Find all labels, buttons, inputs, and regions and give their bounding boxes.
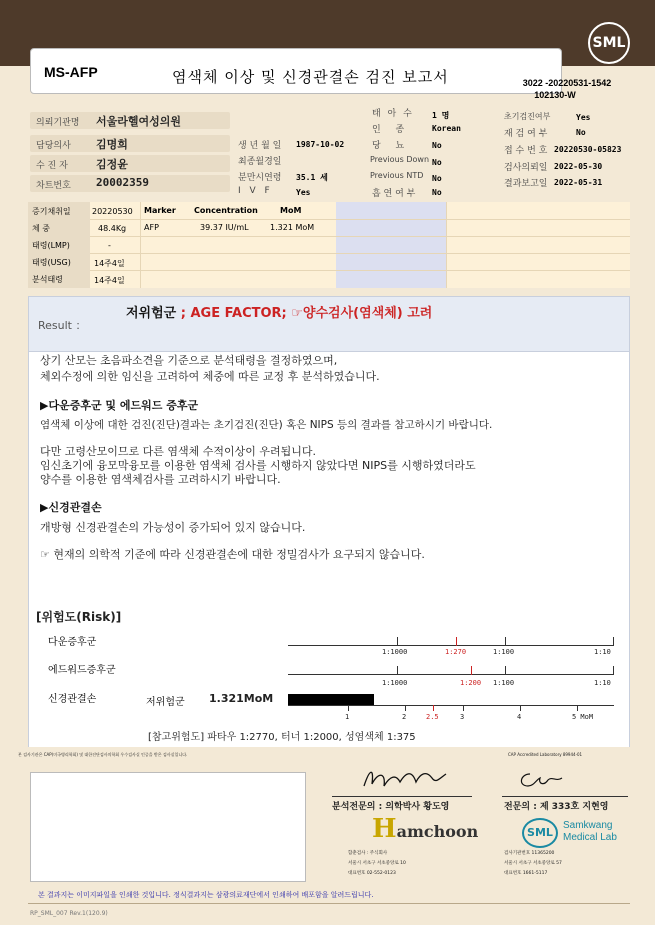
ntd-mom: 1.321MoM (209, 692, 274, 705)
institution-label: 의뢰기관명 (36, 118, 80, 128)
sig2-line (502, 796, 628, 797)
footer-divider (28, 903, 630, 904)
down-tick-label-3: 1:100 (493, 648, 515, 656)
comment-box (30, 772, 306, 882)
examinee-value: 김정윤 (96, 158, 128, 171)
mom-tick-3 (433, 705, 434, 711)
race-value: Korean (432, 124, 461, 133)
retest-value: No (576, 128, 586, 137)
sig1-title: 분석전문의 : 의학박사 황도영 (332, 802, 450, 812)
hamchoon-logo (372, 814, 478, 844)
prev-down-value: No (432, 158, 442, 167)
chart-label: 차트번호 (36, 181, 71, 191)
row5-label: 분석태령 (32, 275, 63, 284)
down-label: 다운증후군 (48, 637, 97, 648)
row2-label: 체 중 (32, 224, 50, 233)
hamchoon-info-1: 함춘검사 : 주식회사 (348, 851, 388, 856)
sml-info-2: 서울시 서초구 서초중앙로 57 (504, 861, 562, 866)
mom-tick-5 (520, 705, 521, 711)
age-label: 분만시연령 (238, 173, 282, 183)
row5-value: 14주4일 (94, 276, 125, 285)
body-p2: 체외수정에 의한 임신을 고려하여 체중에 따른 교정 후 분석하였습니다. (40, 370, 380, 383)
edwards-tick-label-1: 1:1000 (382, 679, 408, 687)
result-label: Result ： (38, 319, 87, 332)
body-p1: 상기 산모는 초음파소견을 기준으로 분석태령을 결정하였으며, (40, 354, 338, 367)
edwards-label: 에드워드증후군 (48, 665, 116, 676)
down-axis (288, 645, 614, 646)
report-title: 염색체 이상 및 신경관결손 검진 보고서 (172, 68, 449, 86)
mom-tick-label-3: 2.5 (426, 713, 439, 721)
initial-value: Yes (576, 113, 591, 122)
hamchoon-logo-text: amchoon (396, 822, 479, 841)
col-mom: MoM (280, 206, 302, 215)
footer-small-left: 본 검사기관은 CAP(미국병리학회) 및 대한진단검사의학회 우수검사실 인증을 받은 검사실입니다. (18, 752, 188, 757)
fetus-value: 1 명 (432, 111, 450, 120)
down-tick-3 (505, 637, 506, 646)
down-tick-label-1: 1:1000 (382, 648, 408, 656)
smoking-value: No (432, 188, 442, 197)
row1-label: 증기채취일 (32, 207, 71, 216)
examinee-label: 수 진 자 (36, 161, 68, 171)
ivf-label: I V F (238, 186, 273, 196)
body-p4: 다만 고령산모이므로 다른 염색체 수적이상이 우려됩니다. (40, 445, 317, 458)
footer-small-right: CAP Accredited Laboratory 89944-01 (508, 752, 583, 757)
sml-logo-top: SML (588, 22, 630, 64)
body-p8: ☞ 현재의 의학적 기준에 따라 신경관결손에 대한 정밀검사가 요구되지 않습니다. (40, 548, 425, 561)
edwards-tick-1 (397, 666, 398, 675)
ntd-group: 저위험군 (146, 697, 185, 708)
edwards-tick-4 (613, 666, 614, 675)
receipt-value: 20220530-05823 (554, 145, 622, 154)
row2-value: 48.4Kg (98, 224, 127, 233)
report-date-value: 2022-05-31 (554, 178, 603, 187)
afp-mom: 1.321 MoM (270, 223, 315, 232)
request-number-1: 3022 -20220531-1542 (522, 78, 612, 88)
row3-value: - (108, 241, 111, 250)
col-marker: Marker (144, 206, 176, 215)
notice: 본 결과지는 이미지파일을 인쇄한 것입니다. 정식결과지는 삼광의료재단에서 인쇄하여 배포함을 알려드립니다. (38, 891, 374, 899)
edwards-tick-3 (505, 666, 506, 675)
result-recommendation: ; AGE FACTOR; ☞양수검사(염색체) 고려 (176, 306, 433, 321)
grid-row-lines (28, 219, 630, 220)
body-p5: 임신초기에 융모막융모를 이용한 염색체 검사를 시행하지 않았다면 NIPS를 시행하였더라도 (40, 459, 476, 472)
down-tick-1 (397, 637, 398, 646)
hamchoon-info-2: 서울시 서초구 서초중앙로 10 (348, 861, 406, 866)
sig1-line (332, 796, 472, 797)
signature-1 (360, 764, 450, 794)
mom-tick-4 (463, 705, 464, 711)
institution-value: 서울라헬여성의원 (96, 115, 182, 128)
sml-info-3: 대표번호 1661-5117 (504, 871, 548, 876)
sml-info-1: 검사기관번호 11365200 (504, 851, 555, 856)
grid-divider-2 (336, 202, 446, 288)
sml-logo: SML (522, 818, 558, 848)
diabetes-value: No (432, 141, 442, 150)
grid-row-lines-3 (28, 253, 630, 254)
fetus-label: 태 아 수 (372, 109, 414, 119)
body-p6: 양수를 이용한 염색체검사를 고려하시기 바랍니다. (40, 473, 281, 486)
diabetes-label: 당 뇨 (372, 141, 411, 151)
initial-label: 초기검진여부 (504, 112, 551, 121)
row4-value: 14주4일 (94, 259, 125, 268)
risk-title: [위험도(Risk)] (36, 610, 122, 624)
row4-label: 태령(USG) (32, 258, 71, 267)
smoking-label: 흡 연 여 부 (372, 189, 416, 199)
hamchoon-info-3: 대표번호 02-552-0123 (348, 871, 396, 876)
heading-ntd: ▶신경관결손 (40, 501, 102, 514)
age-value: 35.1 세 (296, 173, 328, 182)
report-date-label: 결과보고일 (504, 179, 548, 189)
ntd-axis (288, 705, 614, 706)
prev-ntd-value: No (432, 174, 442, 183)
receipt-label: 접 수 번 호 (504, 146, 548, 156)
result-line (126, 302, 432, 321)
mom-tick-label-1: 1 (345, 713, 350, 721)
body-p3: 염색체 이상에 대한 검진(진단)결과는 초기검진(진단) 혹은 NIPS 등의 결과를 참고하시기 바랍니다. (40, 419, 493, 431)
marker-afp: AFP (144, 223, 159, 232)
prev-ntd-label: Previous NTD (370, 171, 424, 180)
race-label: 인 종 (372, 125, 411, 135)
row1-value: 20220530 (92, 207, 133, 216)
edwards-tick-2 (471, 666, 472, 675)
request-date-label: 검사의뢰일 (504, 163, 548, 173)
grid-divider-1 (140, 202, 141, 288)
lmp-label: 최종월경일 (238, 157, 282, 167)
edwards-tick-label-4: 1:10 (594, 679, 611, 687)
doctor-label: 담당의사 (36, 141, 71, 151)
down-tick-label-2: 1:270 (445, 648, 467, 656)
reference-risk: [참고위험도] 파타우 1:2770, 터너 1:2000, 성염색체 1:375 (148, 732, 416, 743)
afp-concentration: 39.37 IU/mL (200, 223, 249, 232)
mom-tick-label-4: 3 (460, 713, 465, 721)
report-code: MS-AFP (44, 64, 98, 80)
dob-value: 1987-10-02 (296, 140, 345, 149)
request-number-2: 102130-W (534, 90, 576, 100)
edwards-tick-label-2: 1:200 (460, 679, 482, 687)
heading-down-edwards: ▶다운증후군 및 에드워드 증후군 (40, 399, 199, 412)
edwards-axis (288, 674, 614, 675)
down-tick-label-4: 1:10 (594, 648, 611, 656)
col-concentration: Concentration (194, 206, 258, 215)
request-date-value: 2022-05-30 (554, 162, 603, 171)
ivf-value: Yes (296, 188, 311, 197)
mom-tick-label-6: 5 MoM (572, 713, 594, 721)
body-p7: 개방형 신경관결손의 가능성이 증가되어 있지 않습니다. (40, 521, 306, 534)
mom-tick-2 (405, 705, 406, 711)
row3-label: 태령(LMP) (32, 241, 70, 250)
mom-tick-label-2: 2 (402, 713, 407, 721)
grid-divider-3 (446, 202, 447, 288)
chart-value: 20002359 (96, 176, 149, 189)
ntd-mom-bar (288, 694, 374, 705)
prev-down-label: Previous Down (370, 155, 430, 164)
sml-name-1: Samkwang (563, 820, 613, 831)
mom-tick-6 (577, 705, 578, 711)
mom-tick-label-5: 4 (517, 713, 522, 721)
grid-row-lines-4 (28, 270, 630, 271)
dob-label: 생 년 월 일 (238, 141, 282, 151)
sig2-title: 전문의 : 제 333호 지현영 (504, 802, 609, 812)
sml-name-2: Medical Lab (563, 832, 617, 843)
result-risk-group: 저위험군 (126, 306, 177, 321)
signature-2 (516, 768, 566, 792)
retest-label: 재 검 여 부 (504, 129, 548, 139)
hamchoon-logo-h: H (372, 814, 397, 844)
doctor-value: 김명희 (96, 138, 128, 151)
edwards-tick-label-3: 1:100 (493, 679, 515, 687)
down-tick-2 (456, 637, 457, 646)
down-tick-4 (613, 637, 614, 646)
grid-row-lines-2 (28, 236, 630, 237)
mom-tick-1 (348, 705, 349, 711)
ntd-label: 신경관결손 (48, 694, 97, 705)
form-number: RP_SML_007 Rev.1(120.9) (30, 910, 108, 917)
